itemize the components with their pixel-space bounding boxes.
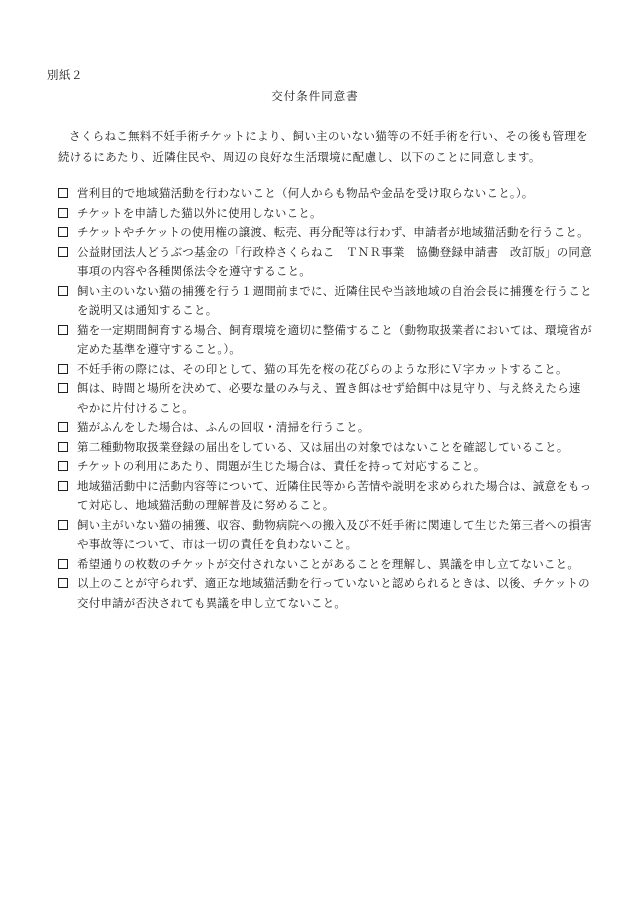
- agreement-item-13: [58, 516, 592, 555]
- agreement-item-text: 希望通りの枚数のチケットが交付されないことがあることを理解し、異議を申し立てないこと。: [77, 556, 580, 571]
- checkbox-icon: [58, 442, 68, 452]
- agreement-item-text: 第二種動物取扱業登録の届出をしている、又は届出の対象ではないことを確認していること。: [77, 439, 569, 454]
- checkbox-icon: [58, 520, 68, 530]
- agreement-item-text: 飼い主のいない猫の捕獲を行う１週間前までに、近隣住民や当該地域の自治会長に捕獲を行うことを説明又は通知すること。: [77, 283, 592, 317]
- agreement-item-6: [58, 321, 592, 360]
- agreement-item-text: 餌は、時間と場所を決めて、必要な量のみ与え、置き餌はせず給餌中は見守り、与え終えたら速やかに片付けること。: [77, 381, 581, 415]
- annex-label: 別紙２: [47, 68, 83, 82]
- agreement-item-text: チケットの利用にあたり、問題が生じた場合は、責任を持って対応すること。: [77, 459, 486, 473]
- page-title: 交付条件同意書: [271, 89, 359, 103]
- agreement-list: [58, 184, 592, 613]
- checkbox-icon: [58, 286, 68, 296]
- intro-paragraph: さくらねこ無料不妊手術チケットにより、飼い主のいない猫等の不妊手術を行い、その後も管理を続けるにあたり、近隣住民や、周辺の良好な生活環境に配慮し、以下のことに同意します。: [58, 129, 588, 164]
- agreement-item-9: [58, 418, 592, 438]
- agreement-item-10: [58, 438, 592, 458]
- agreement-item-text: チケットを申請した猫以外に使用しないこと。: [77, 205, 322, 220]
- checkbox-icon: [58, 383, 68, 393]
- agreement-item-4: [58, 243, 592, 282]
- checkbox-icon: [58, 364, 68, 374]
- agreement-item-text: 飼い主がいない猫の捕獲、収容、動物病院への搬入及び不妊手術に関連して生じた第三者への損害や事故等について、市は一切の責任を負わないこと。: [77, 517, 592, 551]
- agreement-item-text: 猫がふんをした場合は、ふんの回収・清掃を行うこと。: [77, 420, 370, 434]
- agreement-item-5: [58, 282, 592, 321]
- agreement-item-15: [58, 574, 592, 613]
- agreement-item-1: [58, 184, 592, 204]
- checkbox-icon: [58, 227, 68, 237]
- checkbox-icon: [58, 208, 68, 218]
- agreement-item-14: [58, 555, 592, 575]
- agreement-item-text: 地域猫活動中に活動内容等について、近隣住民等から苦情や説明を求められた場合は、誠意をもって対応し、地域猫活動の理解普及に努めること。: [77, 478, 592, 512]
- checkbox-icon: [58, 461, 68, 471]
- checkbox-icon: [58, 325, 68, 335]
- agreement-item-12: [58, 477, 592, 516]
- agreement-item-7: [58, 360, 592, 380]
- checkbox-icon: [58, 481, 68, 491]
- checkbox-icon: [58, 559, 68, 569]
- checkbox-icon: [58, 188, 68, 198]
- agreement-item-3: [58, 223, 592, 243]
- agreement-item-text: 公益財団法人どうぶつ基金の「行政枠さくらねこ ＴＮＲ事業 協働登録申請書 改訂版」の同意事項の内容や各種関係法令を遵守すること。: [77, 244, 592, 278]
- agreement-item-text: 不妊手術の際には、その印として、猫の耳先を桜の花びらのような形にＶ字カットすること。: [77, 361, 568, 376]
- agreement-item-text: チケットやチケットの使用権の譲渡、転売、再分配等は行わず、申請者が地域猫活動を行うこと。: [77, 225, 589, 239]
- checkbox-icon: [58, 578, 68, 588]
- agreement-item-text: 営利目的で地域猫活動を行わないこと（何人からも物品や金品を受け取らないこと。）。: [77, 186, 534, 200]
- agreement-item-text: 猫を一定期間飼育する場合、飼育環境を適切に整備すること（動物取扱業者においては、環境省が定めた基準を遵守すること。）。: [77, 322, 592, 356]
- agreement-item-11: [58, 457, 592, 477]
- agreement-item-8: [58, 379, 592, 418]
- agreement-item-text: 以上のことが守られず、適正な地域猫活動を行っていないと認められるときは、以後、チケットの交付申請が否決されても異議を申し立てないこと。: [77, 576, 590, 610]
- agreement-item-2: [58, 204, 592, 224]
- checkbox-icon: [58, 247, 68, 257]
- checkbox-icon: [58, 422, 68, 432]
